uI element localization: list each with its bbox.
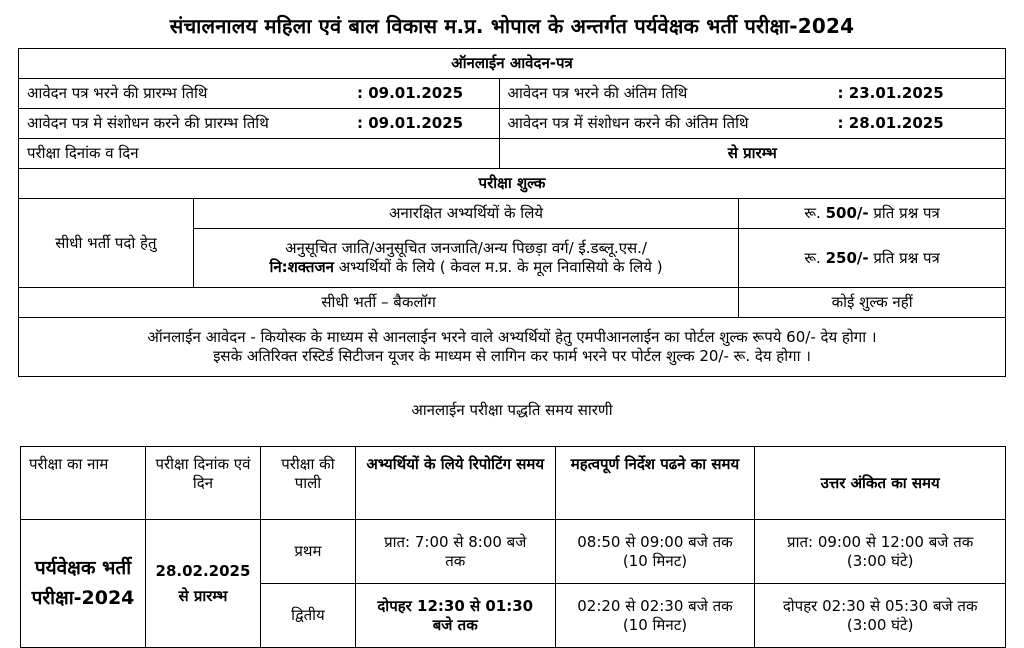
reserved-fee-suffix: प्रति प्रश्न पत्र <box>873 248 940 267</box>
unreserved-label: अनारक्षित अभ्यर्थियों के लिये <box>193 199 738 229</box>
exam-date-value: से प्रारम्भ <box>499 139 1005 169</box>
header-exam-date: परीक्षा दिनांक एवं दिन <box>145 447 260 520</box>
answer-line1: दोपहर 02:30 से 05:30 बजे तक <box>782 596 978 615</box>
reporting-time <box>355 584 555 648</box>
answer-line2: (3:00 घंटे) <box>846 551 914 570</box>
end-date-label: आवेदन पत्र भरने की अंतिम तिथि <box>507 84 688 103</box>
reserved-fee-prefix: रू. <box>804 248 821 267</box>
table-row <box>21 520 1006 584</box>
backlog-fee: कोई शुल्क नहीं <box>739 288 1006 318</box>
unreserved-fee <box>739 199 1006 229</box>
instructions-line2: (10 मिनट) <box>622 551 688 570</box>
reserved-label <box>193 229 738 288</box>
end-date-value: : 23.01.2025 <box>837 84 944 103</box>
portal-fee-note-line1: ऑनलाईन आवेदन - कियोस्क के माध्यम से आनलाईन भरने वाले अभ्यर्थियों हेतु एमपीआनलाईन का पोर्टल शुल्क रूपये 60/- देय होगा । <box>147 328 877 347</box>
portal-fee-note-line2: इसके अतिरिक्त रस्टिर्ड सिटीजन यूजर के माध्यम से लागिन कर फार्म भरने पर पोर्टल शुल्क 20/- रू. देय होगा । <box>213 347 811 365</box>
header-reporting-time: अभ्यर्थियों के लिये रिपोटिंग समय <box>355 447 555 520</box>
reserved-line1: अनुसूचित जाति/अनुसूचित जनजाति/अन्य पिछड़ा वर्ग/ ई.डब्लू.एस./ <box>285 239 647 258</box>
header-instructions-time: महत्वपूर्ण निर्देश पढने का समय <box>555 447 755 520</box>
reserved-line2-rest: अभ्यर्थियों के लिये ( केवल म.प्र. के मूल निवासियो के लिये ) <box>333 258 663 276</box>
unreserved-fee-prefix: रू. <box>804 204 821 223</box>
exam-date-label: परीक्षा दिनांक व दिन <box>19 139 500 169</box>
page-title: संचालनालय महिला एवं बाल विकास म.प्र. भोपाल के अन्तर्गत पर्यवेक्षक भर्ती परीक्षा-2024 <box>169 14 855 38</box>
instructions-line1: 08:50 से 09:00 बजे तक <box>577 532 733 551</box>
correction-end-cell <box>499 109 1005 139</box>
header-answer-time: उत्तर अंकित का समय <box>755 447 1006 520</box>
exam-schedule-table <box>20 446 1006 648</box>
correction-start-cell <box>19 109 500 139</box>
correction-end-label: आवेदन पत्र में संशोधन करने की अंतिम तिथि <box>507 114 749 133</box>
instructions-time <box>555 520 755 584</box>
shift-name: प्रथम <box>260 520 355 584</box>
shift-name: द्वितीय <box>260 584 355 648</box>
correction-start-label: आवेदन पत्र मे संशोधन करने की प्रारम्भ तिथि <box>27 114 269 133</box>
answer-time <box>755 584 1006 648</box>
exam-date: 28.02.2025 <box>155 561 251 580</box>
exam-date-cell <box>145 520 260 648</box>
header-exam-name: परीक्षा का नाम <box>21 447 146 520</box>
direct-recruitment-label: सीधी भर्ती पदो हेतु <box>19 199 194 288</box>
application-fee-table <box>18 48 1006 377</box>
reporting-line2: बजे तक <box>432 615 478 634</box>
portal-fee-note <box>19 318 1006 377</box>
start-date-cell <box>19 79 500 109</box>
backlog-label: सीधी भर्ती – बैकलॉग <box>19 288 739 318</box>
reserved-line2-bold: नि:शक्तजन <box>269 258 334 276</box>
reporting-line1: दोपहर 12:30 से 01:30 <box>377 596 534 615</box>
start-date-value: : 09.01.2025 <box>357 84 464 103</box>
instructions-time <box>555 584 755 648</box>
instructions-line2: (10 मिनट) <box>622 615 688 634</box>
schedule-caption: आनलाईन परीक्षा पद्धति समय सारणी <box>411 401 613 419</box>
online-form-heading: ऑनलाईन आवेदन-पत्र <box>19 49 1006 79</box>
answer-line2: (3:00 घंटे) <box>846 615 914 634</box>
start-date-label: आवेदन पत्र भरने की प्रारम्भ तिथि <box>27 84 208 103</box>
exam-name: पर्यवेक्षक भर्ती परीक्षा-2024 <box>21 520 146 648</box>
correction-start-value: : 09.01.2025 <box>357 114 464 133</box>
answer-line1: प्रात: 09:00 से 12:00 बजे तक <box>787 532 974 551</box>
reserved-fee <box>739 229 1006 288</box>
unreserved-fee-amount: 500/- <box>825 204 869 223</box>
exam-date-suffix: से प्रारम्भ <box>178 586 228 605</box>
unreserved-fee-suffix: प्रति प्रश्न पत्र <box>873 204 940 223</box>
reserved-line2 <box>202 258 730 277</box>
reporting-line1: प्रात: 7:00 से 8:00 बजे <box>384 532 527 551</box>
reporting-line2: तक <box>445 551 466 570</box>
header-shift: परीक्षा की पाली <box>260 447 355 520</box>
instructions-line1: 02:20 से 02:30 बजे तक <box>577 596 733 615</box>
answer-time <box>755 520 1006 584</box>
correction-end-value: : 28.01.2025 <box>837 114 944 133</box>
reserved-fee-amount: 250/- <box>825 248 869 267</box>
reporting-time <box>355 520 555 584</box>
end-date-cell <box>499 79 1005 109</box>
fee-heading: परीक्षा शुल्क <box>19 169 1006 199</box>
